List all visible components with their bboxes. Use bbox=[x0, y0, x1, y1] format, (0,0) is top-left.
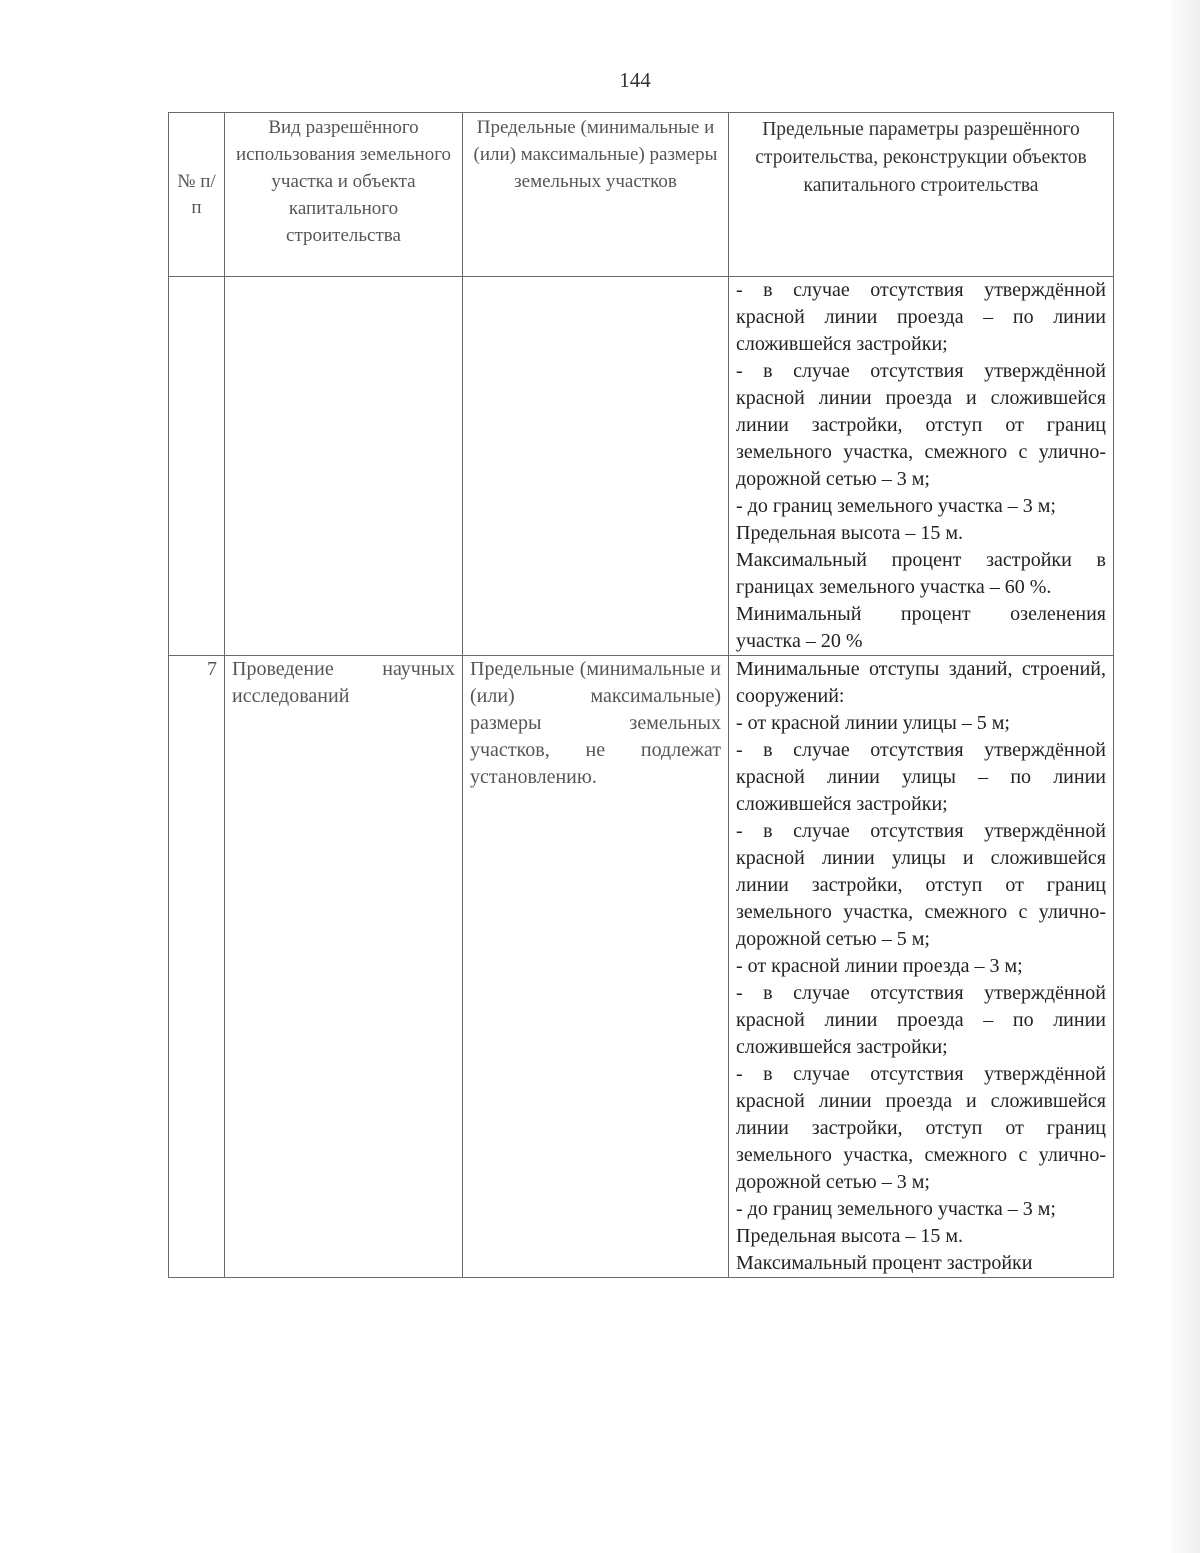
header-permitted-use: Вид разрешённого использования земельного участка и объекта капитального строительства bbox=[225, 113, 463, 277]
page-number: 144 bbox=[619, 68, 651, 92]
header-number: № п/п bbox=[169, 113, 225, 277]
row-number: 7 bbox=[169, 656, 225, 1278]
parameter-line: - от красной линии проезда – 3 м; bbox=[736, 955, 1023, 977]
page-edge-shadow bbox=[1172, 0, 1200, 1553]
parameter-line: Минимальные отступы зданий, строений, сооружений: bbox=[736, 658, 1106, 707]
permitted-use-cell bbox=[225, 277, 463, 656]
parameter-line: - от красной линии улицы – 5 м; bbox=[736, 712, 1010, 734]
header-plot-sizes: Предельные (минимальные и (или) максимальные) размеры земельных участков bbox=[463, 113, 729, 277]
plot-size-cell bbox=[463, 277, 729, 656]
parameter-line: Минимальный процент озеленения участка – 20 % bbox=[736, 603, 1106, 652]
parameter-line: Максимальный процент застройки bbox=[736, 1252, 1033, 1274]
parameter-line: - в случае отсутствия утверждённой красной линии проезда – по линии сложившейся застройки; bbox=[736, 279, 1106, 355]
parameter-line: Предельная высота – 15 м. bbox=[736, 522, 964, 544]
permitted-use-cell: Проведение научных исследований bbox=[225, 656, 463, 1278]
parameter-line: Максимальный процент застройки в границах земельного участка – 60 %. bbox=[736, 549, 1106, 598]
parameter-line: Предельная высота – 15 м. bbox=[736, 1225, 964, 1247]
parameter-line: - в случае отсутствия утверждённой красной линии проезда и сложившейся линии застройки, отступ от границ земельного участка, смежного с улично-дорожной сетью – 3 м; bbox=[736, 1063, 1106, 1193]
parameter-line: - в случае отсутствия утверждённой красной линии проезда и сложившейся линии застройки, отступ от границ земельного участка, смежного с улично-дорожной сетью – 3 м; bbox=[736, 360, 1106, 490]
parameter-line: - до границ земельного участка – 3 м; bbox=[736, 495, 1056, 517]
table-header-row bbox=[169, 113, 1114, 277]
parameter-line: - до границ земельного участка – 3 м; bbox=[736, 1198, 1056, 1220]
parameter-line: - в случае отсутствия утверждённой красной линии проезда – по линии сложившейся застройки; bbox=[736, 982, 1106, 1058]
parameter-line: - в случае отсутствия утверждённой красной линии улицы – по линии сложившейся застройки; bbox=[736, 739, 1106, 815]
table-row bbox=[169, 656, 1114, 1278]
regulations-table bbox=[168, 112, 1114, 1278]
construction-parameters-cell bbox=[729, 277, 1114, 656]
parameter-line: - в случае отсутствия утверждённой красной линии улицы и сложившейся линии застройки, отступ от границ земельного участка, смежного с улично-дорожной сетью – 5 м; bbox=[736, 820, 1106, 950]
header-construction-parameters: Предельные параметры разрешённого строительства, реконструкции объектов капитального строительства bbox=[729, 113, 1114, 277]
plot-size-cell: Предельные (минимальные и (или) максимальные) размеры земельных участков, не подлежат установлению. bbox=[463, 656, 729, 1278]
construction-parameters-cell bbox=[729, 656, 1114, 1278]
table-row bbox=[169, 277, 1114, 656]
row-number bbox=[169, 277, 225, 656]
